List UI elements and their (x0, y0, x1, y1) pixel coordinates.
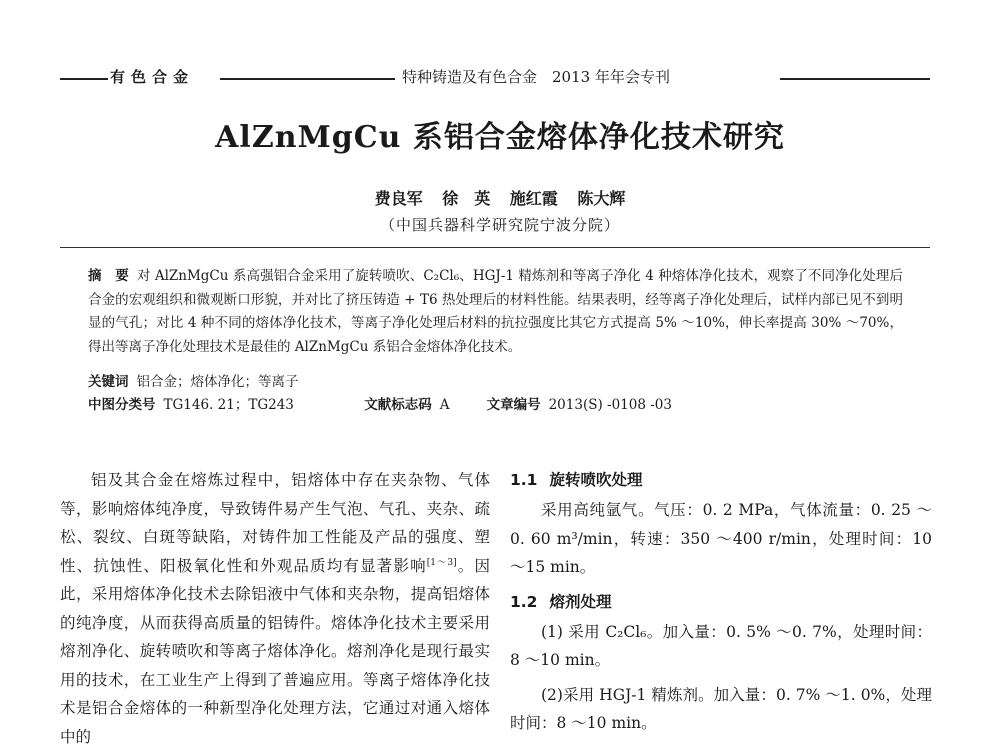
section-number: 1.1 (510, 471, 538, 489)
section-title: 旋转喷吹处理 (549, 471, 643, 489)
section-paragraph: (2)采用 HGJ-1 精炼剂。加入量：0. 7% ～1. 0%，处理时间：8 ～10 min。 (510, 685, 932, 732)
clc-label: 中图分类号 (88, 397, 156, 413)
section-paragraph: (1) 采用 C₂Cl₆。加入量：0. 5% ～0. 7%，处理时间：8 ～10 min。 (510, 622, 932, 669)
author-list (0, 186, 1000, 209)
body-right-column (510, 466, 932, 744)
section-title: 熔剂处理 (549, 592, 612, 611)
section-paragraph: 采用高纯氩气。气压：0. 2 MPa，气体流量：0. 25 ～0. 60 m³/min，转速：350 ～400 r/min，处理时间：10 ～15 min。 (510, 501, 932, 576)
issue-name: 特种铸造及有色合金 2013 年年会专刊 (402, 68, 670, 86)
section-heading (510, 466, 932, 496)
abstract (88, 265, 903, 359)
clc-value: TG146. 21；TG243 (163, 397, 294, 413)
journal-name: 有色合金 (110, 68, 195, 86)
affiliation: （中国兵器科学研究院宁波分院） (379, 216, 620, 234)
doc-code-label: 文献标志码 (364, 397, 432, 413)
intro-text-2: 。因此，采用熔体净化技术去除铝液中气体和夹杂物，提高铝熔体的纯净度，从而获得高质量的铝铸件。熔体净化技术主要采用熔剂净化、旋转喷吹和等离子熔体净化。熔剂净化是现行最实用的技术，在工业生产上得到了普遍应用。等离子熔体净化技术是铝合金熔体的一种新型净化处理方法，它通过对通入熔体中的 (60, 556, 490, 746)
header-rule-middle (220, 78, 395, 80)
body-left-column (60, 466, 490, 751)
running-header (60, 66, 930, 92)
citation-ref: [1～3] (426, 557, 457, 568)
author: 费良军 (374, 189, 423, 208)
doc-code-value: A (439, 397, 450, 413)
section-heading (510, 588, 932, 618)
section-number: 1.2 (510, 592, 538, 611)
header-rule-right (780, 78, 930, 80)
keywords (88, 370, 299, 390)
intro-paragraph (60, 466, 490, 751)
article-number-label: 文章编号 (486, 397, 541, 413)
article-number-value: 2013(S) -0108 -03 (548, 397, 672, 413)
author: 施红霞 (509, 189, 558, 208)
keywords-label: 关键词 (88, 374, 129, 390)
header-rule-left (60, 78, 108, 80)
classification-line (88, 393, 672, 413)
author: 陈大辉 (577, 189, 626, 208)
author: 徐 英 (442, 189, 491, 208)
paper-title: AlZnMgCu 系铝合金熔体净化技术研究 (215, 120, 785, 155)
intro-text-1: 铝及其合金在熔炼过程中，铝熔体中存在夹杂物、气体等，影响熔体纯净度，导致铸件易产生气泡、气孔、夹杂、疏松、裂纹、白斑等缺陷，对铸件加工性能及产品的强度、塑性、抗蚀性、阳极氧化性和外观品质均有显著影响 (60, 471, 490, 575)
keywords-text: 铝合金；熔体净化；等离子 (136, 374, 299, 390)
section-divider (60, 247, 930, 248)
abstract-text: 对 AlZnMgCu 系高强铝合金采用了旋转喷吹、C₂Cl₆、HGJ-1 精炼剂和等离子净化 4 种熔体净化技术，观察了不同净化处理后合金的宏观组织和微观断口形貌，并对比了挤压铸造 + T6 热处理后的材料性能。结果表明，经等离子净化处理后，试样内部已见不到明显的气孔；对比 4 种不同的熔体净化技术，等离子净化处理后材料的抗拉强度比其它方式提高 5% ～10%，伸长率提高 30% ～70%，得出等离子净化处理技术是最佳的 AlZnMgCu 系铝合金熔体净化技术。 (88, 268, 903, 355)
abstract-label: 摘 要 (88, 268, 129, 284)
